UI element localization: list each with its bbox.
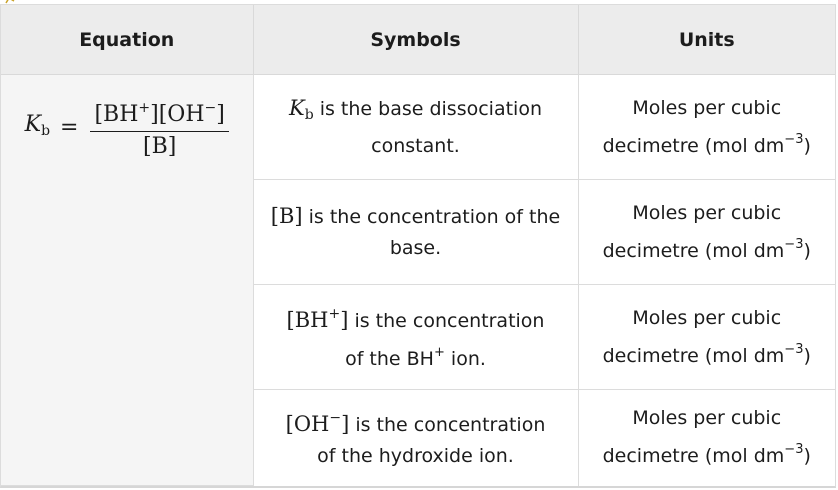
data-table: [1, 5, 835, 486]
units-line1: Moles per cubic: [632, 96, 782, 119]
header-units: Units: [578, 5, 835, 75]
equation-cell: [1, 75, 253, 486]
units-cell: [578, 180, 835, 285]
symbol-math: $K_b$: [288, 95, 314, 123]
units-cell: [578, 75, 835, 180]
header-equation: Equation: [1, 5, 253, 75]
symbol-cell: [253, 180, 578, 285]
kb-formula: [25, 95, 229, 160]
symbol-cell: [253, 285, 578, 390]
header-symbols: Symbols: [253, 5, 578, 75]
symbol-cell: [253, 390, 578, 486]
units-cell: [578, 285, 835, 390]
units-line2: decimetre (mol $dm^{-3}$): [602, 131, 811, 157]
units-line1: Moles per cubic: [632, 201, 782, 224]
symbol-description-line2: of the hydroxide ion.: [317, 445, 514, 468]
equals-sign: =: [60, 115, 79, 140]
symbol-description: is the concentration of the base.: [302, 205, 561, 259]
fraction-numerator: [BH+][OH−]: [90, 95, 228, 132]
symbol-description: is the base dissociation constant.: [313, 97, 542, 157]
data-table-frame: [0, 4, 836, 488]
units-line2: decimetre (mol $dm^{-3}$): [602, 236, 811, 262]
symbol-cell: [253, 75, 578, 180]
symbol-math: [OH−]: [285, 410, 350, 437]
units-line1: Moles per cubic: [632, 407, 782, 430]
symbol-math: [BH+]: [286, 306, 349, 332]
units-line2: decimetre (mol $dm^{-3}$): [602, 341, 811, 367]
fraction-denominator: [B]: [142, 134, 177, 159]
table-row: [1, 75, 835, 180]
fraction: [90, 95, 228, 160]
symbol-math: [B]: [270, 203, 303, 228]
formula-lhs: $K_b$: [24, 111, 51, 139]
symbol-description-line2: of the BH+ ion.: [345, 345, 486, 370]
symbol-description: is the concentration: [348, 310, 545, 332]
header-row: [1, 5, 835, 75]
symbol-description: is the concentration: [349, 414, 546, 437]
units-line2: decimetre (mol $dm^{-3}$): [602, 442, 811, 468]
units-line1: Moles per cubic: [632, 306, 782, 329]
units-cell: [578, 390, 835, 486]
